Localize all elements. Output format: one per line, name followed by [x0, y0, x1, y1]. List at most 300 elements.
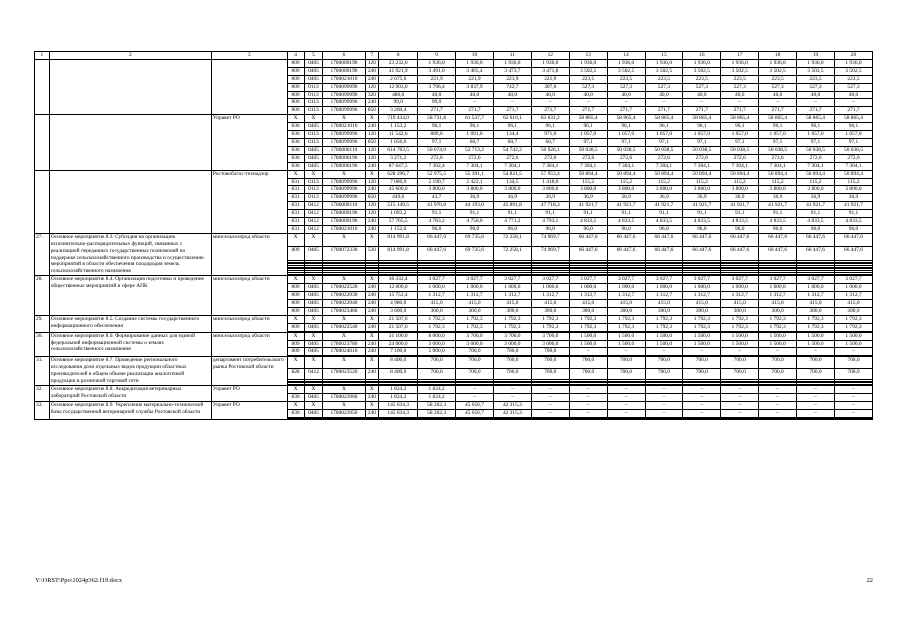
amount-cell: 87 647,5 [379, 162, 418, 170]
amount-cell: 3 800,0 [531, 186, 569, 194]
amount-cell: 4 771,2 [493, 218, 531, 226]
amount-cell: 4 833,5 [683, 218, 721, 226]
budget-code-cell: 240 [365, 340, 379, 348]
amount-cell: – [759, 393, 797, 401]
amount-cell: 271,7 [418, 107, 456, 115]
amount-cell: 97,1 [569, 138, 607, 146]
amount-cell: – [569, 401, 607, 409]
amount-cell: 41 970,8 [418, 202, 456, 210]
amount-cell: 271,7 [456, 107, 494, 115]
budget-code-cell: 240 [365, 292, 379, 300]
amount-cell: 40,0 [607, 91, 645, 99]
amount-cell: 36,9 [721, 194, 759, 202]
amount-cell: 1 000,0 [721, 284, 759, 292]
amount-cell: 50 894,4 [834, 170, 872, 178]
amount-cell: 700,0 [418, 357, 456, 368]
amount-cell: 449,6 [379, 194, 418, 202]
table-row [35, 59, 873, 67]
amount-cell: 1 824,2 [418, 385, 456, 393]
amount-cell: 1 056,0 [379, 138, 418, 146]
executor: минсельхозпрод области [211, 315, 287, 332]
budget-code-cell: 1780099990 [323, 91, 365, 99]
amount-cell: 1 153,2 [379, 123, 418, 131]
amount-cell: 1 000,0 [683, 284, 721, 292]
budget-code-cell: X [304, 332, 323, 340]
budget-code-cell: 240 [365, 307, 379, 315]
budget-code-cell: 1780023950 [323, 409, 365, 417]
amount-cell: 700,0 [531, 368, 569, 379]
amount-cell: 3 027,7 [683, 276, 721, 284]
amount-cell: 300,0 [418, 307, 456, 315]
budget-code-cell: 0113 [304, 138, 323, 146]
budget-code-cell: 240 [365, 67, 379, 75]
amount-cell: 72 258,1 [493, 247, 531, 261]
amount-cell: 1 312,7 [721, 292, 759, 300]
budget-code-cell: 850 [365, 194, 379, 202]
amount-cell: 4 793,1 [531, 218, 569, 226]
column-number: 10 [456, 52, 494, 60]
amount-cell: 3 600,0 [379, 307, 418, 315]
amount-cell: 1 000,0 [645, 284, 683, 292]
budget-code-cell: X [323, 276, 365, 284]
amount-cell: 415,0 [834, 300, 872, 308]
budget-code-cell: 1780099990 [323, 194, 365, 202]
amount-cell: 415,0 [683, 300, 721, 308]
budget-code-cell: 120 [365, 210, 379, 218]
amount-cell: 91,1 [834, 210, 872, 218]
executor: департамент потребительского рынка Ростовской области [211, 357, 287, 386]
amount-cell: 1 000,0 [456, 284, 494, 292]
budget-code-cell: 1780022930 [323, 292, 365, 300]
row-number: 29. [35, 315, 50, 332]
budget-code-cell: 0405 [304, 348, 323, 356]
budget-code-cell: 240 [365, 348, 379, 356]
amount-cell: 45 056,7 [456, 409, 494, 417]
amount-cell: 50 038,5 [607, 146, 645, 154]
amount-cell: 1 792,3 [645, 315, 683, 323]
amount-cell: 12 000,0 [379, 284, 418, 292]
amount-cell: 272,6 [493, 154, 531, 162]
amount-cell: 1 500,0 [834, 340, 872, 348]
budget-code-cell: 831 [287, 225, 304, 233]
budget-code-cell: X [287, 233, 304, 247]
amount-cell: 3 800,0 [797, 186, 835, 194]
amount-cell: 1 792,3 [607, 323, 645, 331]
amount-cell: 300,0 [531, 307, 569, 315]
amount-cell: 1 500,0 [607, 332, 645, 340]
amount-cell: 700,0 [493, 368, 531, 379]
amount-cell: 4 750,0 [456, 218, 494, 226]
amount-cell: 3 800,0 [721, 186, 759, 194]
budget-code-cell: 809 [287, 75, 304, 83]
amount-cell: 1 792,3 [721, 323, 759, 331]
amount-cell: 1 824,2 [418, 393, 456, 401]
amount-cell: 41 921,7 [645, 202, 683, 210]
amount-cell: 45 891,8 [493, 202, 531, 210]
amount-cell: 1 792,3 [759, 323, 797, 331]
amount-cell: 50 038,5 [834, 146, 872, 154]
amount-cell: 3 027,7 [493, 276, 531, 284]
amount-cell: 1 792,3 [607, 315, 645, 323]
row-number: 31. [35, 357, 50, 386]
amount-cell: 91,1 [645, 210, 683, 218]
budget-code-cell: 0405 [304, 247, 323, 261]
amount-cell: 41 921,7 [721, 202, 759, 210]
budget-code-cell: X [323, 315, 365, 323]
amount-cell: 58 865,4 [683, 115, 721, 123]
amount-cell: 2 422,1 [456, 178, 494, 186]
budget-code-cell: X [287, 170, 304, 178]
amount-cell: 1 500,0 [645, 332, 683, 340]
amount-cell: 66 447,6 [721, 233, 759, 247]
budget-code-cell: 831 [287, 218, 304, 226]
amount-cell: 300,0 [569, 307, 607, 315]
executor: минсельхозпрод области [211, 233, 287, 275]
header-row [35, 52, 873, 60]
amount-cell: 272,6 [456, 154, 494, 162]
amount-cell: 1 792,3 [721, 315, 759, 323]
amount-cell [683, 418, 721, 419]
amount-cell: 3 800,0 [759, 186, 797, 194]
amount-cell: 36,9 [607, 194, 645, 202]
amount-cell: 4 833,5 [645, 218, 683, 226]
amount-cell [607, 418, 645, 419]
budget-code-cell: 0113 [304, 178, 323, 186]
amount-cell: – [493, 393, 531, 401]
activity-name: Основное мероприятие 8.3. Субсидия на организацию исполнительно-распорядительных функций, связанных с реализацией переданных государственных полномочий по поддержке сельскохозяйственного производства и осуществлению мероприятий в области обеспечения плодородия земель сельскохозяйственного назначения [49, 233, 211, 275]
amount-cell: 7 304,1 [683, 162, 721, 170]
budget-code-cell: 0405 [304, 292, 323, 300]
amount-cell: 7 100,0 [379, 348, 418, 356]
budget-code-cell: X [365, 115, 379, 123]
amount-cell: 50 038,5 [797, 146, 835, 154]
amount-cell: 66 447,6 [759, 233, 797, 247]
amount-cell: 3 800,0 [418, 186, 456, 194]
amount-cell: 3 502,5 [569, 67, 607, 75]
amount-cell: 96,0 [721, 225, 759, 233]
budget-code-cell [323, 418, 365, 419]
amount-cell: 36,9 [834, 194, 872, 202]
amount-cell: 96,1 [607, 123, 645, 131]
amount-cell: 66 447,6 [645, 233, 683, 247]
amount-cell: 63 631,2 [531, 115, 569, 123]
amount-cell: 1 792,3 [645, 323, 683, 331]
amount-cell: 300,0 [834, 307, 872, 315]
amount-cell: 271,7 [493, 107, 531, 115]
amount-cell: 50 894,4 [797, 170, 835, 178]
amount-cell: 69 735,6 [456, 247, 494, 261]
activity-name [49, 115, 211, 170]
budget-code-cell: 0405 [304, 123, 323, 131]
amount-cell: 971,6 [531, 131, 569, 139]
amount-cell: 223,5 [645, 75, 683, 83]
amount-cell: 96,0 [569, 225, 607, 233]
amount-cell: 700,0 [721, 368, 759, 379]
amount-cell: – [645, 409, 683, 417]
amount-cell: 40,0 [493, 91, 531, 99]
amount-cell: 62 610,1 [493, 115, 531, 123]
amount-cell: 1 500,0 [721, 332, 759, 340]
budget-code-cell: 830 [287, 123, 304, 131]
amount-cell: 7 304,1 [834, 162, 872, 170]
row-number: 27. [35, 233, 50, 275]
amount-cell: 700,0 [456, 357, 494, 368]
amount-cell: 7 086,9 [379, 178, 418, 186]
amount-cell: 271,7 [721, 107, 759, 115]
column-number: 16 [683, 52, 721, 60]
amount-cell: 700,0 [569, 368, 607, 379]
executor: Ростовоблгос-технадзор [211, 170, 287, 233]
budget-code-cell: 0405 [304, 393, 323, 401]
amount-cell: 60,7 [493, 138, 531, 146]
column-number: 18 [759, 52, 797, 60]
amount-cell: 1 000,0 [418, 284, 456, 292]
budget-code-cell: 120 [365, 202, 379, 210]
amount-cell: 41 921,7 [607, 202, 645, 210]
amount-cell: – [569, 385, 607, 393]
budget-code-cell: 1780022520 [323, 284, 365, 292]
amount-cell: 1 312,7 [531, 292, 569, 300]
amount-cell: 12 903,0 [379, 83, 418, 91]
budget-code-cell: 1780099990 [323, 107, 365, 115]
budget-code-cell: X [365, 315, 379, 323]
amount-cell: 1 312,7 [607, 292, 645, 300]
amount-cell: – [683, 385, 721, 393]
column-number: 4 [287, 52, 304, 60]
amount-cell: 1 093,2 [379, 210, 418, 218]
budget-code-cell: 0405 [304, 146, 323, 154]
budget-code-cell: 240 [365, 409, 379, 417]
row-number: 28. [35, 276, 50, 316]
amount-cell: 700,0 [493, 348, 531, 356]
budget-code-cell: 0405 [304, 162, 323, 170]
amount-cell: 1 057,0 [797, 131, 835, 139]
amount-cell: 1 000,0 [834, 284, 872, 292]
amount-cell: 57 765,5 [379, 218, 418, 226]
amount-cell: 4 833,5 [569, 218, 607, 226]
amount-cell: 1 057,0 [683, 131, 721, 139]
amount-cell [379, 418, 418, 419]
amount-cell: 7 304,1 [721, 162, 759, 170]
amount-cell: 36,9 [531, 194, 569, 202]
amount-cell: 1 936,0 [531, 59, 569, 67]
amount-cell: 3 471,8 [531, 67, 569, 75]
amount-cell: 1 792,3 [834, 323, 872, 331]
amount-cell: 527,3 [683, 83, 721, 91]
amount-cell: – [797, 393, 835, 401]
budget-code-cell: 809 [287, 83, 304, 91]
amount-cell: 66 447,6 [759, 247, 797, 261]
budget-code-cell: 809 [287, 99, 304, 107]
budget-code-cell: X [365, 332, 379, 340]
activity-name: Основное мероприятие 8.4. Организация подготовки и проведение общественных мероприятий в сфере АПК [49, 276, 211, 316]
amount-cell: – [759, 401, 797, 409]
table-row [35, 357, 873, 368]
column-number: 7 [365, 52, 379, 60]
column-number: 14 [607, 52, 645, 60]
budget-code-cell: 850 [365, 107, 379, 115]
budget-code-cell: 831 [287, 186, 304, 194]
amount-cell: 221,9 [456, 75, 494, 83]
column-number: 12 [531, 52, 569, 60]
amount-cell: – [456, 393, 494, 401]
amount-cell: 8 400,0 [379, 357, 418, 368]
amount-cell: 4 783,2 [418, 218, 456, 226]
column-number: 13 [569, 52, 607, 60]
amount-cell: – [834, 401, 872, 409]
amount-cell: 15 752,4 [379, 292, 418, 300]
amount-cell: 91,1 [683, 210, 721, 218]
amount-cell: 271,7 [569, 107, 607, 115]
amount-cell: 700,0 [531, 357, 569, 368]
amount-cell: 66 447,6 [721, 247, 759, 261]
amount-cell: 272,6 [721, 154, 759, 162]
amount-cell: 742,7 [493, 83, 531, 91]
amount-cell: 54 742,2 [493, 146, 531, 154]
amount-cell: 69 735,6 [456, 233, 494, 247]
budget-code-cell: 0113 [304, 131, 323, 139]
budget-code-cell: 1780000190 [323, 154, 365, 162]
activity-name: Основное мероприятие 8.8. Аккредитация ветеринарных лабораторий Ростовской области [49, 385, 211, 401]
budget-code-cell: 831 [287, 202, 304, 210]
amount-cell [759, 418, 797, 419]
budget-code-cell: 240 [365, 368, 379, 379]
amount-cell: 50 894,4 [645, 170, 683, 178]
amount-cell: 1 792,3 [418, 315, 456, 323]
amount-cell: 271,7 [797, 107, 835, 115]
amount-cell: 1 500,0 [759, 332, 797, 340]
column-number: 19 [797, 52, 835, 60]
budget-code-cell: 1780023460 [323, 307, 365, 315]
budget-code-cell: 120 [365, 178, 379, 186]
amount-cell: 700,0 [759, 368, 797, 379]
column-number: 3 [211, 52, 287, 60]
budget-code-cell: X [365, 385, 379, 393]
amount-cell: 4 833,5 [721, 218, 759, 226]
budget-code-cell: X [323, 357, 365, 368]
amount-cell: 1 792,3 [531, 323, 569, 331]
amount-cell: 1 000,0 [493, 284, 531, 292]
amount-cell: – [721, 393, 759, 401]
budget-code-cell: X [287, 401, 304, 409]
budget-code-cell: 120 [365, 83, 379, 91]
amount-cell [456, 418, 494, 419]
amount-cell: 7 304,1 [493, 162, 531, 170]
amount-cell: 3 837,9 [456, 83, 494, 91]
amount-cell: 1 057,0 [607, 131, 645, 139]
executor: Управет РО [211, 401, 287, 419]
amount-cell: 1 500,0 [683, 332, 721, 340]
budget-code-cell: X [323, 233, 365, 247]
amount-cell: 58 865,4 [607, 115, 645, 123]
amount-cell: – [607, 393, 645, 401]
amount-cell: 3 502,5 [607, 67, 645, 75]
budget-code-cell: 0412 [304, 202, 323, 210]
amount-cell: – [645, 385, 683, 393]
amount-cell [721, 418, 759, 419]
budget-code-cell: 0113 [304, 194, 323, 202]
budget-code-cell: 1780021010 [323, 123, 365, 131]
row-number: 33. [35, 401, 50, 419]
amount-cell: 72 258,1 [493, 233, 531, 247]
amount-cell: – [531, 385, 569, 393]
executor [211, 59, 287, 114]
amount-cell: – [569, 99, 607, 107]
amount-cell: 1 792,3 [683, 315, 721, 323]
amount-cell: 700,0 [418, 368, 456, 379]
amount-cell: 1 500,0 [569, 332, 607, 340]
budget-code-cell: 240 [365, 186, 379, 194]
amount-cell: 66 447,6 [607, 247, 645, 261]
amount-cell: 7 302,4 [418, 162, 456, 170]
amount-cell: 272,6 [797, 154, 835, 162]
amount-cell: 1 312,7 [683, 292, 721, 300]
column-number: 11 [493, 52, 531, 60]
amount-cell: 115,2 [797, 178, 835, 186]
budget-code-cell: 1780000190 [323, 210, 365, 218]
budget-code-cell: 830 [287, 162, 304, 170]
amount-cell: 145 634,3 [379, 401, 418, 409]
amount-cell: 96,0 [607, 225, 645, 233]
budget-code-cell: 240 [365, 393, 379, 401]
amount-cell: 272,6 [645, 154, 683, 162]
amount-cell: 3 502,5 [834, 67, 872, 75]
column-number: 2 [49, 52, 211, 60]
amount-cell: 1 312,7 [797, 292, 835, 300]
amount-cell: 700,0 [456, 368, 494, 379]
budget-code-cell: 0405 [304, 307, 323, 315]
amount-cell: 3 027,7 [456, 276, 494, 284]
amount-cell: 1 824,2 [379, 385, 418, 393]
amount-cell: 41 921,7 [569, 202, 607, 210]
amount-cell: 415,0 [797, 300, 835, 308]
amount-cell: 66 447,6 [569, 247, 607, 261]
amount-cell: 3 473,7 [493, 67, 531, 75]
amount-cell: 1 500,0 [569, 340, 607, 348]
budget-code-cell: 1780022540 [323, 323, 365, 331]
amount-cell: 3 700,0 [493, 332, 531, 340]
amount-cell: 50 038,5 [645, 146, 683, 154]
amount-cell: 527,3 [721, 83, 759, 91]
amount-cell: 96,1 [569, 123, 607, 131]
amount-cell: 40,0 [569, 91, 607, 99]
amount-cell: 58 262,3 [418, 401, 456, 409]
amount-cell: 223,5 [569, 75, 607, 83]
amount-cell: 415,0 [418, 300, 456, 308]
executor: минсельхозпрод области [211, 332, 287, 357]
budget-code-cell: 1780000190 [323, 162, 365, 170]
budget-code-cell [287, 418, 304, 419]
amount-cell: – [721, 409, 759, 417]
budget-code-cell [365, 418, 379, 419]
amount-cell: 96,0 [645, 225, 683, 233]
amount-cell: 3 027,7 [834, 276, 872, 284]
amount-cell: 7 304,1 [456, 162, 494, 170]
table-row [35, 332, 873, 340]
amount-cell: 700,0 [683, 357, 721, 368]
amount-cell: 96,1 [683, 123, 721, 131]
amount-cell: 3 800,0 [493, 186, 531, 194]
budget-code-cell: X [304, 357, 323, 368]
table-row [35, 233, 873, 247]
activity-name [49, 170, 211, 233]
amount-cell: 7 304,1 [797, 162, 835, 170]
amount-cell: 272,6 [759, 154, 797, 162]
amount-cell: 1 312,7 [493, 292, 531, 300]
amount-cell: 1 824,2 [379, 393, 418, 401]
amount-cell: 300,0 [645, 307, 683, 315]
amount-cell: – [531, 401, 569, 409]
